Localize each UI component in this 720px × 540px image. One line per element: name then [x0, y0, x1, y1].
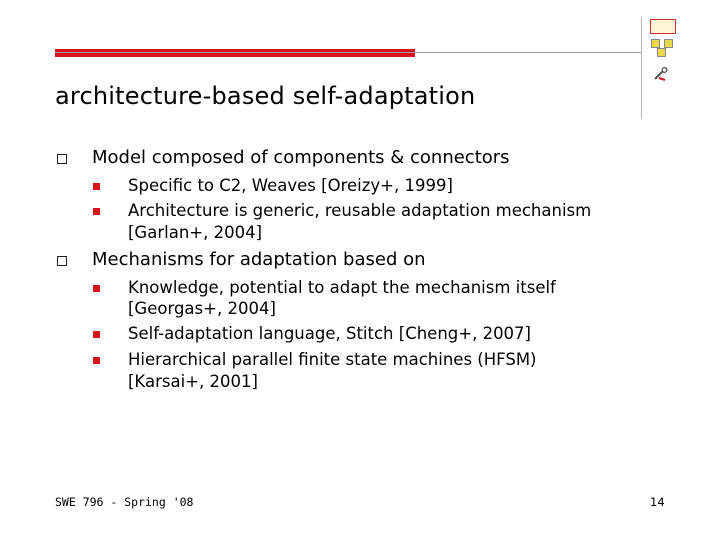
diagram-node [657, 48, 666, 57]
red-square-bullet-icon [93, 285, 100, 292]
sub-bullet-item: Self-adaptation language, Stitch [Cheng+, 2007] [128, 324, 531, 343]
hollow-square-bullet-icon [57, 154, 67, 164]
sub-bullet-item: Specific to C2, Weaves [Oreizy+, 1999] [128, 176, 453, 195]
hollow-square-bullet-icon [57, 256, 67, 266]
red-square-bullet-icon [93, 331, 100, 338]
diagram-node [651, 39, 660, 48]
title-divider [55, 52, 641, 53]
sub-bullet-item: Hierarchical parallel finite state machines (HFSM) [128, 350, 537, 369]
red-square-bullet-icon [93, 357, 100, 364]
diagram-node [664, 39, 673, 48]
bullet-item: Model composed of components & connectors [92, 147, 510, 168]
wrench-icon [653, 67, 669, 81]
sub-bullet-continuation: [Georgas+, 2004] [128, 299, 276, 318]
sub-bullet-continuation: [Karsai+, 2001] [128, 372, 258, 391]
architecture-diagram-icon [641, 17, 678, 119]
diagram-card [650, 19, 676, 34]
bullet-item: Mechanisms for adaptation based on [92, 249, 426, 270]
title-accent-bar [55, 49, 415, 57]
red-square-bullet-icon [93, 208, 100, 215]
page-number: 14 [650, 495, 665, 509]
slide-title: architecture-based self-adaptation [55, 82, 476, 110]
footer-course: SWE 796 - Spring '08 [55, 495, 194, 509]
sub-bullet-item: Architecture is generic, reusable adaptation mechanism [128, 201, 592, 220]
sub-bullet-continuation: [Garlan+, 2004] [128, 223, 263, 242]
red-square-bullet-icon [93, 183, 100, 190]
sub-bullet-item: Knowledge, potential to adapt the mechanism itself [128, 278, 556, 297]
